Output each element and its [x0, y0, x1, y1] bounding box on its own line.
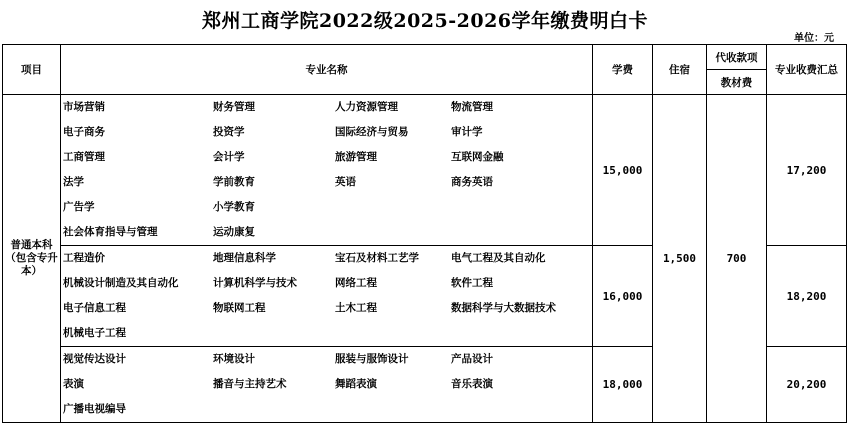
program-name: 广播电视编导	[63, 403, 126, 415]
tuition-2: 16,000	[593, 246, 653, 347]
program-list-1	[61, 95, 593, 246]
total-1: 17,200	[767, 95, 847, 246]
program-name: 产品设计	[451, 353, 493, 365]
program-list-2	[61, 246, 593, 347]
program-name: 地理信息科学	[213, 252, 276, 264]
program-name: 市场营销	[63, 101, 105, 113]
program-name: 小学教育	[213, 201, 255, 213]
header-lodging: 住宿	[653, 45, 707, 95]
program-name: 网络工程	[335, 277, 377, 289]
program-name: 英语	[335, 176, 356, 188]
textbook-fee: 700	[707, 95, 767, 423]
program-name: 学前教育	[213, 176, 255, 188]
unit-label: 单位：元	[794, 33, 834, 44]
program-name: 审计学	[451, 126, 483, 138]
program-name: 互联网金融	[451, 151, 504, 163]
program-name: 工商管理	[63, 151, 105, 163]
header-total: 专业收费汇总	[767, 45, 847, 95]
program-name: 软件工程	[451, 277, 493, 289]
program-name: 环境设计	[213, 353, 255, 365]
lodging-fee: 1,500	[653, 95, 707, 423]
program-name	[449, 397, 593, 422]
program-name	[449, 321, 593, 346]
header-tuition: 学费	[593, 45, 653, 95]
header-agency-fee: 代收款项	[707, 45, 766, 70]
program-name	[333, 195, 449, 220]
program-name: 数据科学与大数据技术	[451, 302, 556, 314]
program-name	[449, 195, 593, 220]
program-name: 机械电子工程	[63, 327, 126, 339]
header-major: 专业名称	[61, 45, 593, 95]
program-name: 会计学	[213, 151, 245, 163]
program-name	[211, 321, 333, 346]
program-name: 服装与服饰设计	[335, 353, 409, 365]
program-name: 电子商务	[63, 126, 105, 138]
program-name: 视觉传达设计	[63, 353, 126, 365]
program-name	[333, 321, 449, 346]
program-name: 国际经济与贸易	[335, 126, 409, 138]
program-name: 财务管理	[213, 101, 255, 113]
program-name	[449, 220, 593, 245]
group-row-1	[3, 95, 847, 246]
program-name	[211, 397, 333, 422]
program-name: 电气工程及其自动化	[451, 252, 546, 264]
program-name: 社会体育指导与管理	[63, 226, 158, 238]
program-name: 表演	[63, 378, 84, 390]
program-name: 物流管理	[451, 101, 493, 113]
program-name	[333, 220, 449, 245]
program-name: 音乐表演	[451, 378, 493, 390]
fee-table	[2, 44, 847, 423]
program-name: 广告学	[63, 201, 95, 213]
program-name: 法学	[63, 176, 84, 188]
header-textbook: 教材费	[720, 76, 753, 89]
category-cell: 普通本科（包含专升本）	[3, 95, 61, 423]
program-name: 物联网工程	[213, 302, 266, 314]
page-title: 郑州工商学院2022级2025-2026学年缴费明白卡	[201, 10, 649, 32]
program-list-3	[61, 347, 593, 423]
header-item: 项目	[3, 45, 61, 95]
program-name: 土木工程	[335, 302, 377, 314]
total-3: 20,200	[767, 347, 847, 423]
header-agency	[707, 45, 767, 95]
program-name: 投资学	[213, 126, 245, 138]
program-name: 工程造价	[63, 252, 105, 264]
program-name: 宝石及材料工艺学	[335, 252, 419, 264]
program-name: 运动康复	[213, 226, 255, 238]
total-2: 18,200	[767, 246, 847, 347]
header-row	[3, 45, 847, 95]
tuition-3: 18,000	[593, 347, 653, 423]
program-name: 播音与主持艺术	[213, 378, 287, 390]
program-name: 舞蹈表演	[335, 378, 377, 390]
program-name: 计算机科学与技术	[213, 277, 297, 289]
program-name: 商务英语	[451, 176, 493, 188]
program-name: 人力资源管理	[335, 101, 398, 113]
program-name: 旅游管理	[335, 151, 377, 163]
program-name: 电子信息工程	[63, 302, 126, 314]
program-name	[333, 397, 449, 422]
tuition-1: 15,000	[593, 95, 653, 246]
program-name: 机械设计制造及其自动化	[63, 277, 179, 289]
